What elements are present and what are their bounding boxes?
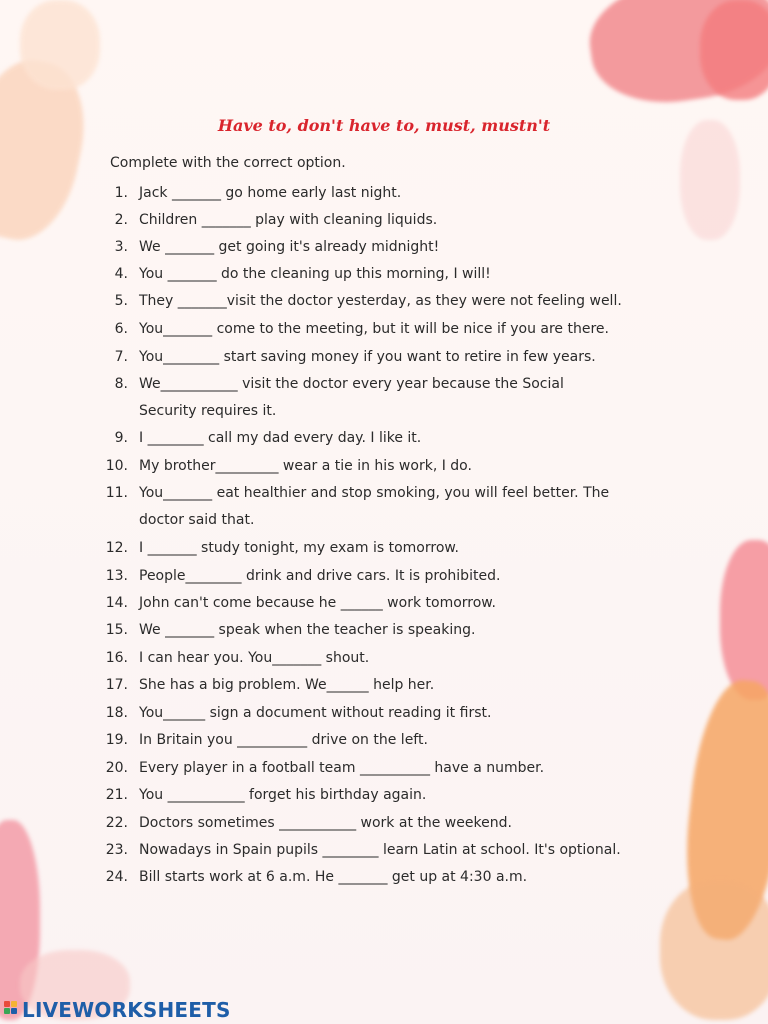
item-sentence: My brother_________ wear a tie in his work, I do. bbox=[139, 458, 472, 474]
item-number: 22. bbox=[105, 815, 128, 831]
item-sentence: I _______ study tonight, my exam is tomorrow. bbox=[139, 540, 459, 556]
item-sentence: We___________ visit the doctor every year because the Social bbox=[139, 376, 564, 392]
item-sentence: Every player in a football team __________ have a number. bbox=[139, 760, 545, 776]
item-sentence: Nowadays in Spain pupils ________ learn Latin at school. It's optional. bbox=[139, 842, 621, 858]
item-number: 23. bbox=[105, 842, 128, 858]
item-sentence: People________ drink and drive cars. It is prohibited. bbox=[139, 568, 501, 584]
item-sentence: Jack _______ go home early last night. bbox=[139, 185, 402, 201]
item-number: 19. bbox=[105, 732, 128, 748]
item-sentence: You _______ do the cleaning up this morning, I will! bbox=[139, 266, 491, 282]
item-number: 9. bbox=[114, 430, 128, 446]
item-sentence-continued: doctor said that. bbox=[139, 512, 255, 528]
liveworksheets-logo-icon bbox=[4, 1001, 20, 1019]
item-sentence: She has a big problem. We______ help her. bbox=[139, 677, 435, 693]
item-sentence-continued: Security requires it. bbox=[139, 403, 277, 419]
item-number: 1. bbox=[114, 185, 128, 201]
item-number: 3. bbox=[114, 239, 128, 255]
item-sentence: You_______ come to the meeting, but it will be nice if you are there. bbox=[139, 321, 609, 337]
item-number: 13. bbox=[105, 568, 128, 584]
item-sentence: I can hear you. You_______ shout. bbox=[139, 650, 370, 666]
item-number: 11. bbox=[105, 485, 128, 501]
item-sentence: You________ start saving money if you want to retire in few years. bbox=[139, 349, 596, 365]
instructions-text: Complete with the correct option. bbox=[110, 155, 346, 171]
logo-text: LIVEWORKSHEETS bbox=[22, 998, 231, 1022]
item-number: 21. bbox=[105, 787, 128, 803]
item-number: 14. bbox=[105, 595, 128, 611]
item-number: 5. bbox=[114, 293, 128, 309]
item-sentence: We _______ speak when the teacher is speaking. bbox=[139, 622, 476, 638]
item-sentence: In Britain you __________ drive on the left. bbox=[139, 732, 428, 748]
item-number: 10. bbox=[105, 458, 128, 474]
item-sentence: You ___________ forget his birthday again. bbox=[139, 787, 427, 803]
item-sentence: They _______visit the doctor yesterday, as they were not feeling well. bbox=[139, 293, 622, 309]
item-sentence: You______ sign a document without reading it first. bbox=[139, 705, 492, 721]
item-number: 6. bbox=[114, 321, 128, 337]
item-sentence: Children _______ play with cleaning liquids. bbox=[139, 212, 438, 228]
item-number: 17. bbox=[105, 677, 128, 693]
item-sentence: John can't come because he ______ work tomorrow. bbox=[139, 595, 496, 611]
item-sentence: You_______ eat healthier and stop smoking, you will feel better. The bbox=[139, 485, 610, 501]
watercolor-splash bbox=[660, 880, 768, 1020]
item-number: 18. bbox=[105, 705, 128, 721]
item-number: 2. bbox=[114, 212, 128, 228]
item-number: 7. bbox=[114, 349, 128, 365]
watercolor-splash bbox=[680, 120, 740, 240]
watercolor-splash bbox=[720, 540, 768, 700]
item-sentence: We _______ get going it's already midnight! bbox=[139, 239, 440, 255]
liveworksheets-logo[interactable] bbox=[4, 998, 231, 1022]
item-number: 20. bbox=[105, 760, 128, 776]
item-number: 8. bbox=[114, 376, 128, 392]
item-number: 24. bbox=[105, 869, 128, 885]
item-sentence: Bill starts work at 6 a.m. He _______ get up at 4:30 a.m. bbox=[139, 869, 528, 885]
item-number: 15. bbox=[105, 622, 128, 638]
worksheet-title: Have to, don't have to, must, mustn't bbox=[217, 116, 551, 135]
watercolor-splash bbox=[20, 0, 100, 90]
item-sentence: Doctors sometimes ___________ work at the weekend. bbox=[139, 815, 512, 831]
item-number: 16. bbox=[105, 650, 128, 666]
item-number: 4. bbox=[114, 266, 128, 282]
item-number: 12. bbox=[105, 540, 128, 556]
watercolor-splash bbox=[700, 0, 768, 100]
item-sentence: I ________ call my dad every day. I like it. bbox=[139, 430, 422, 446]
